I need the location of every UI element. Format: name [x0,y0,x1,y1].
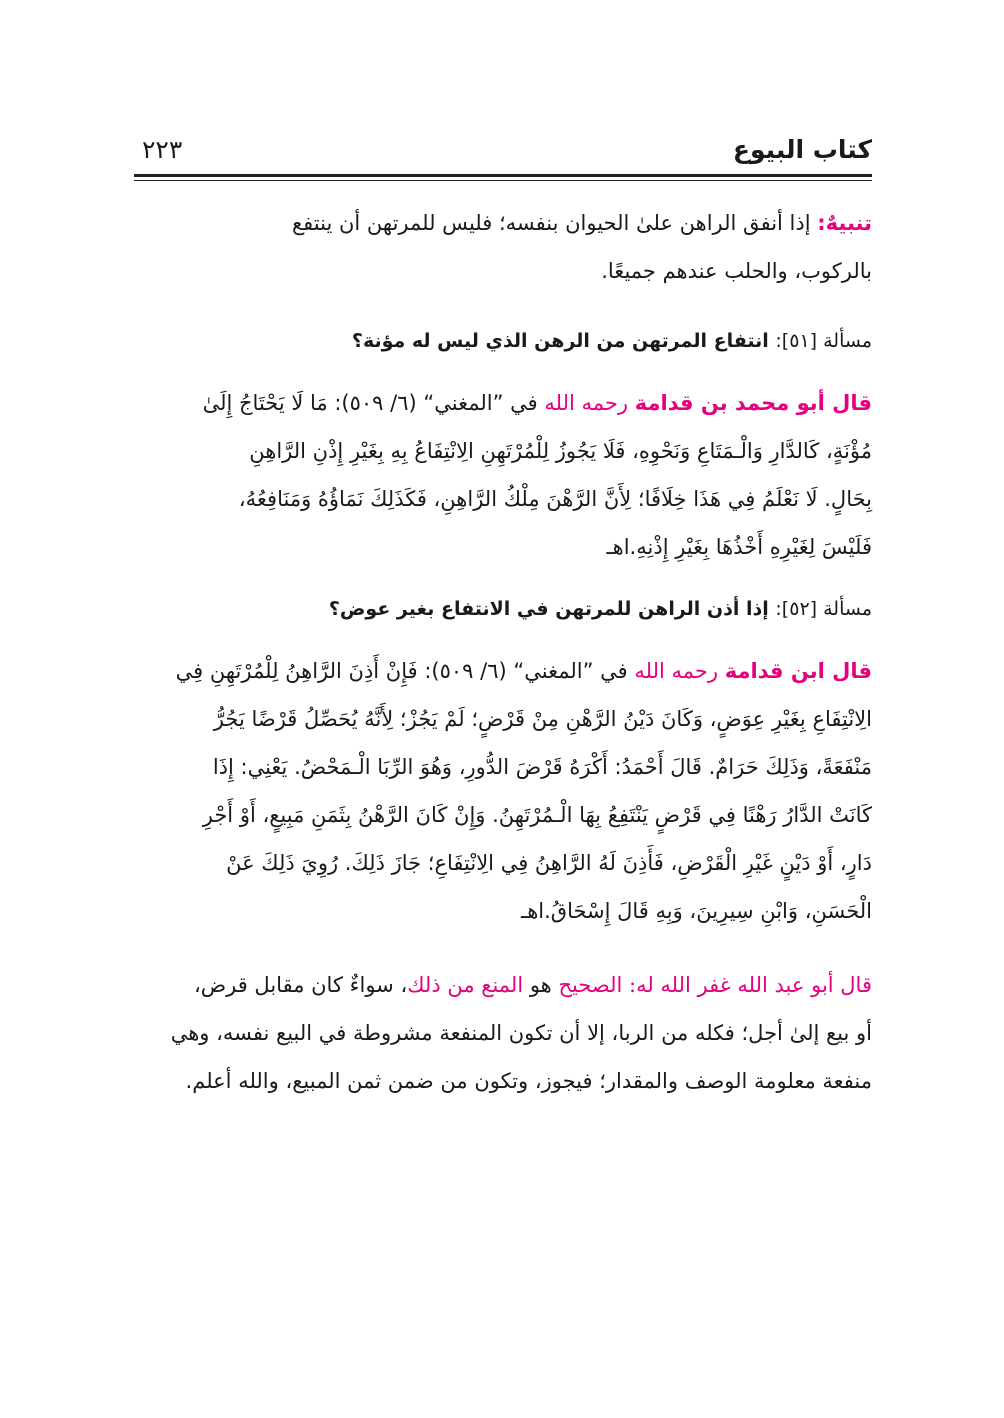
author-ruling: المنع من ذلك [407,973,524,997]
issue-51-text-1: مَا لَا يَحْتَاجُ إِلَىٰ [202,391,328,415]
note-paragraph [134,199,872,247]
issue-51-title: انتفاع المرتهن من الرهن الذي ليس له مؤنة؟ [351,330,776,352]
issue-52-quote-line-2: الِانْتِفَاعِ بِغَيْرِ عِوَضٍ، وَكَانَ دَيْنُ الرَّهْنِ مِنْ قَرْضٍ؛ لَمْ يَجُزْ؛ لِأَنَّهُ يُحَصِّلُ قَرْضًا يَجُرُّ [213,707,872,731]
book-title: كتاب البيوع [732,135,872,164]
issue-52-heading [134,589,872,629]
issue-52-quote-line-6: الْحَسَنِ، وَابْنِ سِيرِينَ، وَبِهِ قَالَ إِسْحَاقُ.اهـ [521,899,872,923]
note-label: تنبيهٌ: [817,211,872,235]
header-rule-thin [134,180,872,181]
issue-52-quote-line-3: مَنْفَعَةً، وَذَلِكَ حَرَامٌ. قَالَ أَحْمَدُ: أَكْرَهُ قَرْضَ الدُّورِ، وَهُوَ الرِّبَا الْـمَحْضُ. يَعْنِي: إِذَا [212,755,872,779]
issue-51-author: قال أبو محمد بن قدامة [634,391,872,415]
issue-51-heading [134,321,872,361]
issue-51-quote-line-2: مُؤْنَةٍ، كَالدَّارِ وَالْـمَتَاعِ وَنَحْوِهِ، فَلَا يَجُوزُ لِلْمُرْتَهِنِ الِانْتِفَاعُ بِهِ بِغَيْرِ إِذْنِ الرَّاهِنِ [249,439,872,463]
author-verdict: الصحيح [558,973,630,997]
issue-52-quote-line-5: دَارٍ، أَوْ دَيْنٍ غَيْرِ الْقَرْضِ، فَأَذِنَ لَهُ الرَّاهِنُ فِي الِانْتِفَاعِ؛ جَازَ ذَلِكَ. رُوِيَ ذَلِكَ عَنْ [226,851,872,875]
author-signature: قال أبو عبد الله غفر الله له: [629,973,872,997]
issue-51-source: في ”المغني“ (٦/ ٥٠٩): [327,391,545,415]
issue-51-label: مسألة [٥١]: [775,330,872,352]
issue-52-quote-line-4: كَانَتْ الدَّارُ رَهْنًا فِي قَرْضٍ يَنْتَفِعُ بِهَا الْـمُرْتَهِنُ. وَإِنْ كَانَ الرَّهْنُ بِثَمَنِ مَبِيعٍ، أَوْ أَجْرِ [202,803,872,827]
issue-52-author: قال ابن قدامة [724,659,872,683]
issue-51-quote-line-3: بِحَالٍ. لَا نَعْلَمُ فِي هَذَا خِلَافًا؛ لِأَنَّ الرَّهْنَ مِلْكُ الرَّاهِنِ، فَكَذَلِكَ نَمَاؤُهُ وَمَنَافِعُهُ، [238,487,872,511]
note-line-1: إذا أنفق الراهن علىٰ الحيوان بنفسه؛ فليس للمرتهن أن ينتفع [291,211,818,235]
author-note-line-1 [134,961,872,1009]
note-line-2: بالركوب، والحلب عندهم جميعًا. [601,259,872,283]
page-body [134,199,872,1105]
issue-52-title: إذا أذن الراهن للمرتهن في الانتفاع بغير عوض؟ [328,598,776,620]
author-note-line-3: منفعة معلومة الوصف والمقدار؛ فيجوز، وتكون من ضمن ثمن المبيع، والله أعلم. [185,1069,872,1093]
author-mid: هو [523,973,559,997]
issue-52-label: مسألة [٥٢]: [775,598,872,620]
author-note-line-2: أو بيع إلىٰ أجل؛ فكله من الربا، إلا أن تكون المنفعة مشروطة في البيع نفسه، وهي [170,1021,872,1045]
issue-51-honorific: رحمه الله [544,391,635,415]
issue-51-quote-line-4: فَلَيْسَ لِغَيْرِهِ أَخْذُهَا بِغَيْرِ إِذْنِهِ.اهـ [606,535,872,559]
issue-52-honorific: رحمه الله [634,659,725,683]
issue-52-text-1: فَإِنْ أَذِنَ الرَّاهِنُ لِلْمُرْتَهِنِ فِي [175,659,418,683]
issue-52-quote-line-1 [134,647,872,695]
page-number: ٢٢٣ [142,135,183,164]
author-line-1-rest: ، سواءٌ كان مقابل قرض، [193,973,408,997]
page-header [134,118,872,174]
issue-52-source: في ”المغني“ (٦/ ٥٠٩): [417,659,635,683]
issue-51-quote-line-1 [134,379,872,427]
book-page [134,118,872,1105]
